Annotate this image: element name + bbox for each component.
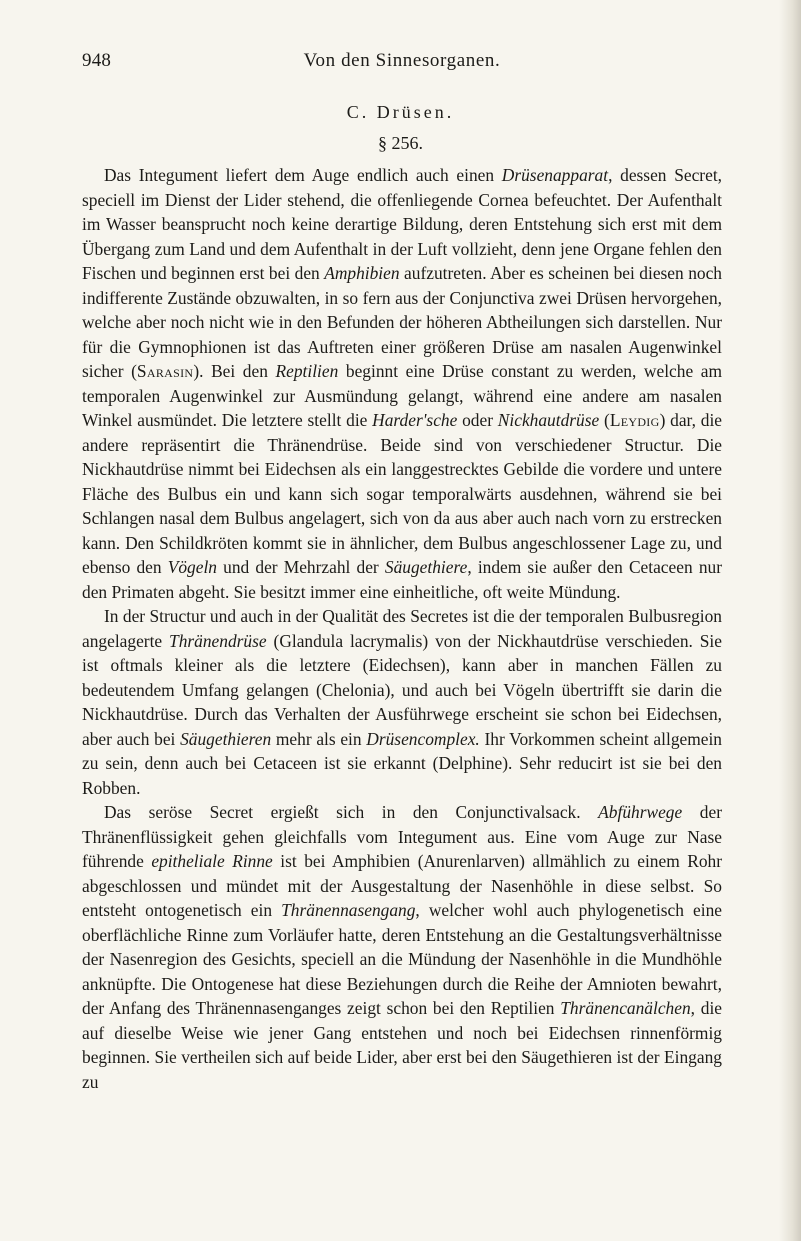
- italic-term: Thränencanälchen: [560, 998, 691, 1018]
- text-run: , indem sie außer den Cetaceen nur den Primaten abgeht. Sie besitzt immer eine einheitliche, oft weite Mündung.: [82, 557, 722, 602]
- text-run: aufzutreten. Aber es scheinen bei diesen noch indifferente Zustände obzuwalten, in so fern aus der Conjunctiva zwei Drüsen hervorgehen, welche aber noch nicht wie in den Befunden der höheren Abtheilungen sich darstellen. Nur für die Gymnophionen ist das Auftreten einer größeren Drüse am nasalen Augenwinkel sicher (: [82, 263, 722, 381]
- paragraph-3: [82, 800, 722, 1094]
- author-name: Leydig: [609, 410, 660, 430]
- text-run: (Glandula lacrymalis) von der Nickhautdrüse verschieden. Sie ist oftmals kleiner als die letztere (Eidechsen), kann aber in manchen Fällen zu bedeutendem Umfang gelangen (Chelonia), und auch bei Vögeln übertrifft sie darin die Nickhautdrüse. Durch das Verhalten der Ausführwege erscheint sie schon bei Eidechsen, aber auch bei: [82, 630, 722, 749]
- text-run: Das seröse Secret ergießt sich in den Conjunctivalsack.: [104, 802, 599, 822]
- author-name: Sarasin: [136, 361, 194, 381]
- italic-term: Thränendrüse: [169, 630, 267, 651]
- italic-term: epitheliale Rinne: [151, 851, 273, 871]
- section-heading: C. Drüsen.: [346, 102, 455, 122]
- text-run: ist bei Amphibien (Anurenlarven) allmählich zu einem Rohr abgeschlossen und mündet mit der Ausgestaltung der Nasenhöhle in diese selbst. So entsteht ontogenetisch ein: [82, 851, 723, 920]
- text-run: In der Structur und auch in der Qualität des Secretes ist die der temporalen Bulbusregion angelagerte: [82, 606, 722, 651]
- text-run: Das Integument liefert dem Auge endlich auch einen: [104, 165, 502, 185]
- body-text: [82, 163, 722, 1094]
- paragraph-1: [82, 163, 722, 604]
- italic-term: Thränennasengang: [281, 900, 416, 920]
- text-run: , dessen Secret, speciell im Dienst der Lider stehend, die offenliegende Cornea befeuchtet. Der Aufenthalt im Wasser beansprucht noch keine derartige Bildung, deren Entstehung sich erst mit dem Übergang zum Land und dem Aufenthalt in der Luft vollzieht, denn jene Organe fehlen den Fischen und beginnen erst bei den: [82, 165, 722, 283]
- text-run: ) dar, die andere repräsentirt die Thränendrüse. Beide sind von verschiedener Structur. Die Nickhautdrüse nimmt bei Eidechsen als ein langgestrecktes Gebilde die vordere und untere Fläche des Bulbus ein und kann sich sogar temporalwärts ausdehnen, während sie bei Schlangen nasal dem Bulbus angelagert, sich von da aus aber auch nach vorn zu erstrecken kann. Den Schildkröten kommt sie in ähnlicher, dem Bulbus angeschlossener Lage zu, und ebenso den: [82, 410, 723, 577]
- paragraph-2: [82, 604, 722, 800]
- italic-term: Vögeln: [167, 557, 217, 577]
- italic-term: Säugethiere: [384, 557, 468, 577]
- text-run: mehr als ein: [271, 728, 367, 749]
- running-title: Von den Sinnesorganen.: [303, 50, 501, 71]
- text-run: , welcher wohl auch phylogenetisch eine oberflächliche Rinne zum Vorläufer hatte, deren Entstehung an die Gestaltungsverhältnisse der Nasenregion des Gesichts, speciell an die Mündung der Nasenhöhle in die Mundhöhle anknüpfte. Die Ontogenese hat diese Beziehungen durch die Reihe der Amnioten bewahrt, der Anfang des Thränennasenganges zeigt schon bei den Reptilien: [82, 900, 722, 1018]
- italic-term: Drüsenapparat: [501, 165, 609, 185]
- paragraph-number: § 256.: [378, 133, 423, 153]
- page-header: [82, 50, 722, 80]
- text-run: (: [599, 410, 610, 430]
- text-run: oder: [457, 410, 498, 430]
- page-edge-shadow: [779, 0, 801, 1241]
- text-run: ). Bei den: [193, 361, 276, 381]
- italic-term: Nickhautdrüse: [497, 410, 600, 430]
- italic-term: Drüsencomplex.: [366, 728, 480, 749]
- text-run: , die auf dieselbe Weise wie jener Gang entstehen und noch bei Eidechsen rinnenförmig beginnen. Sie vertheilen sich auf beide Lider, aber erst bei den Säugethieren ist der Eingang zu: [82, 998, 722, 1092]
- italic-term: Reptilien: [275, 361, 339, 381]
- text-run: der Thränenflüssigkeit gehen gleichfalls vom Integument aus. Eine vom Auge zur Nase führende: [82, 802, 722, 871]
- page-number: 948: [82, 50, 112, 71]
- text-run: Ihr Vorkommen scheint allgemein zu sein, denn auch bei Cetaceen ist sie erkannt (Delphine). Sehr reducirt ist sie bei den Robben.: [82, 728, 723, 798]
- italic-term: Abführwege: [598, 802, 683, 822]
- text-run: beginnt eine Drüse constant zu werden, welche am temporalen Augenwinkel zur Ausmündung gelangt, während eine andere am nasalen Winkel ausmündet. Die letztere stellt die: [82, 361, 722, 430]
- text-run: und der Mehrzahl der: [216, 557, 385, 577]
- italic-term: Säugethieren: [180, 728, 272, 749]
- italic-term: Amphibien: [324, 263, 400, 283]
- italic-term: Harder'sche: [372, 410, 458, 430]
